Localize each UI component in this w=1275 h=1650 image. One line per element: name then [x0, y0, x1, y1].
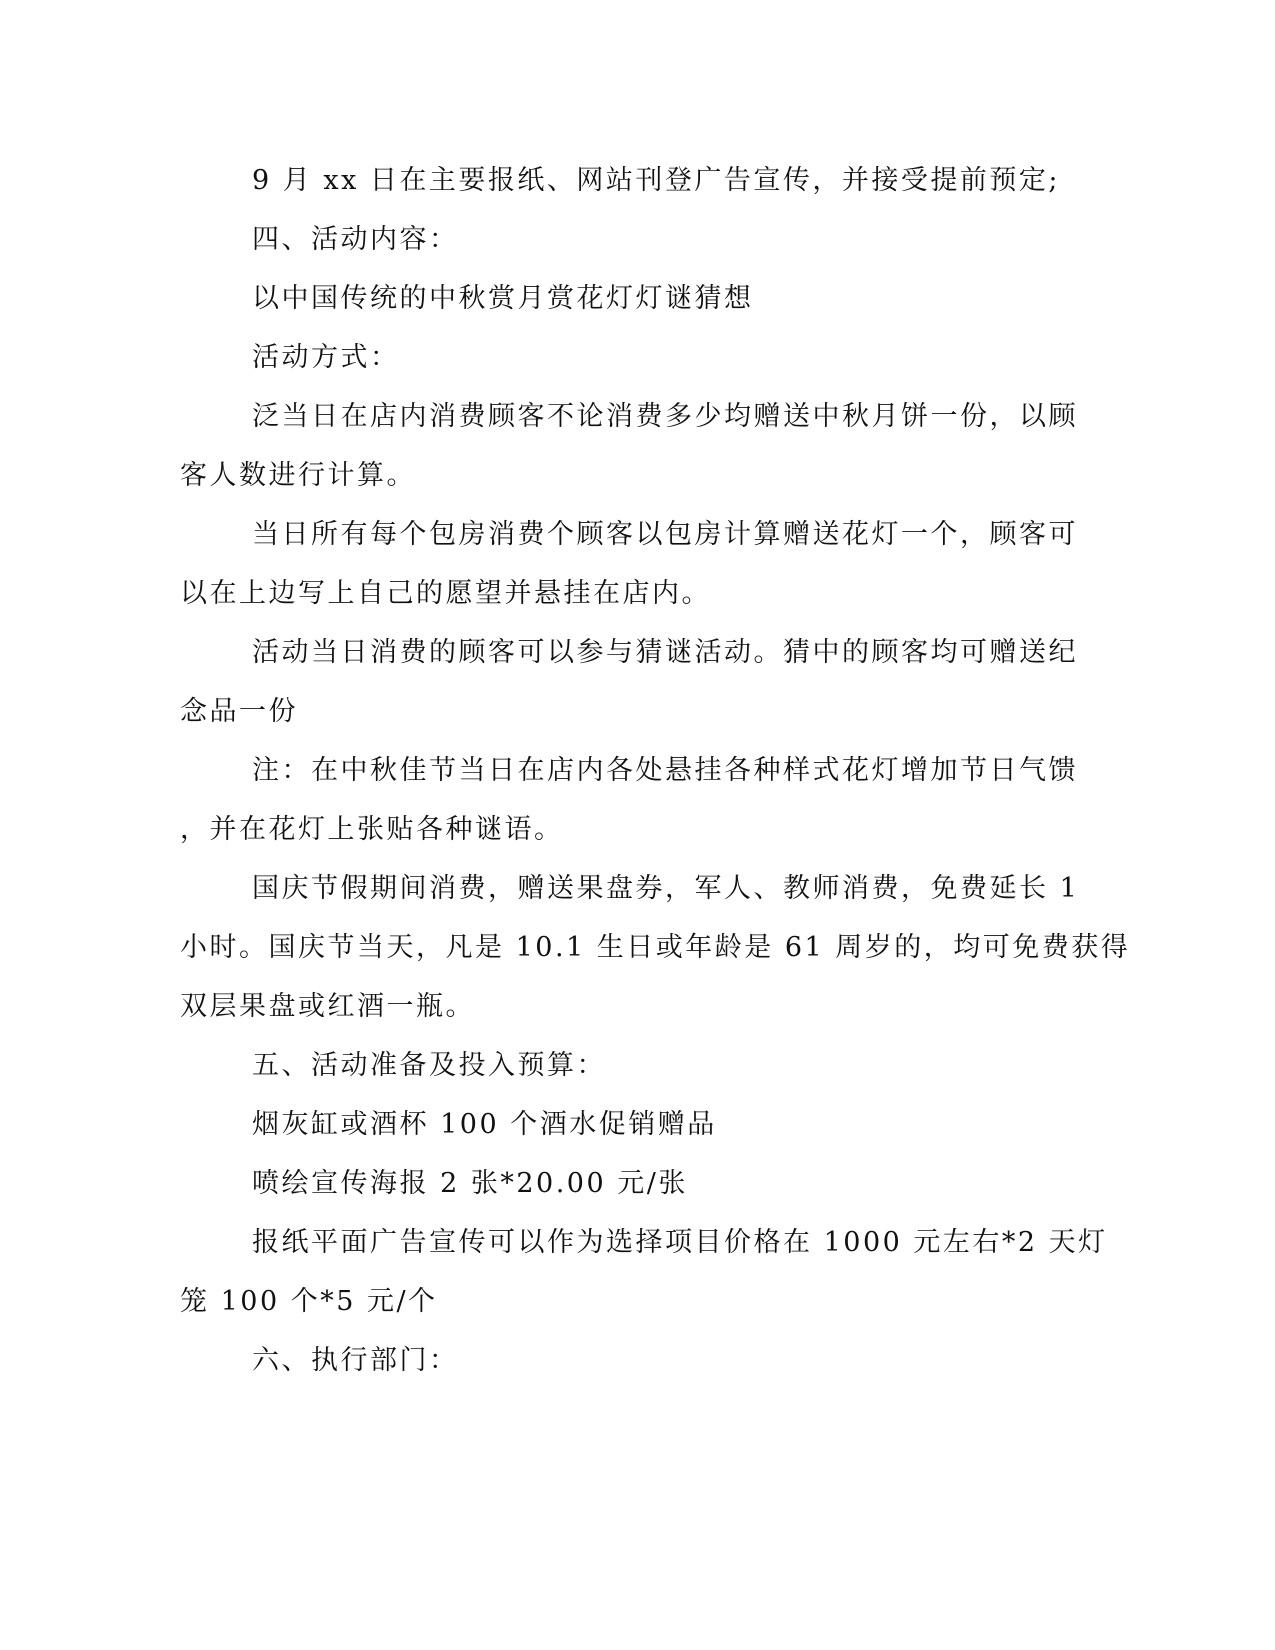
section-heading: 四、活动内容：: [252, 224, 459, 255]
section-heading: 六、执行部门：: [252, 1345, 459, 1376]
text-line: 客人数进行计算。: [180, 460, 416, 491]
text-line: 报纸平面广告宣传可以作为选择项目价格在 1000 元左右*2 天灯: [252, 1227, 1108, 1258]
text-line: 泛当日在店内消费顾客不论消费多少均赠送中秋月饼一份，以顾: [252, 401, 1078, 432]
text-line: 双层果盘或红酒一瓶。: [180, 991, 475, 1022]
text-line: ，并在花灯上张贴各种谜语。: [180, 814, 564, 845]
subheading: 活动方式：: [252, 342, 400, 373]
section-heading: 五、活动准备及投入预算：: [252, 1050, 606, 1081]
text-line: 以中国传统的中秋赏月赏花灯灯谜猜想: [252, 283, 754, 314]
text-line: 笼 100 个*5 元/个: [180, 1286, 438, 1317]
text-line: 喷绘宣传海报 2 张*20.00 元/张: [252, 1168, 688, 1199]
text-line: 注：在中秋佳节当日在店内各处悬挂各种样式花灯增加节日气馈: [252, 755, 1078, 786]
text-line: 烟灰缸或酒杯 100 个酒水促销赠品: [252, 1109, 717, 1140]
text-line: 9 月 xx 日在主要报纸、网站刊登广告宣传，并接受提前预定;: [252, 165, 1060, 196]
text-line: 小时。国庆节当天，凡是 10.1 生日或年龄是 61 周岁的，均可免费获得: [180, 932, 1131, 963]
text-line: 念品一份: [180, 696, 298, 727]
text-line: 当日所有每个包房消费个顾客以包房计算赠送花灯一个，顾客可: [252, 519, 1078, 550]
text-line: 活动当日消费的顾客可以参与猜谜活动。猜中的顾客均可赠送纪: [252, 637, 1078, 668]
text-line: 国庆节假期间消费，赠送果盘券，军人、教师消费，免费延长 1: [252, 873, 1080, 904]
text-line: 以在上边写上自己的愿望并悬挂在店内。: [180, 578, 711, 609]
